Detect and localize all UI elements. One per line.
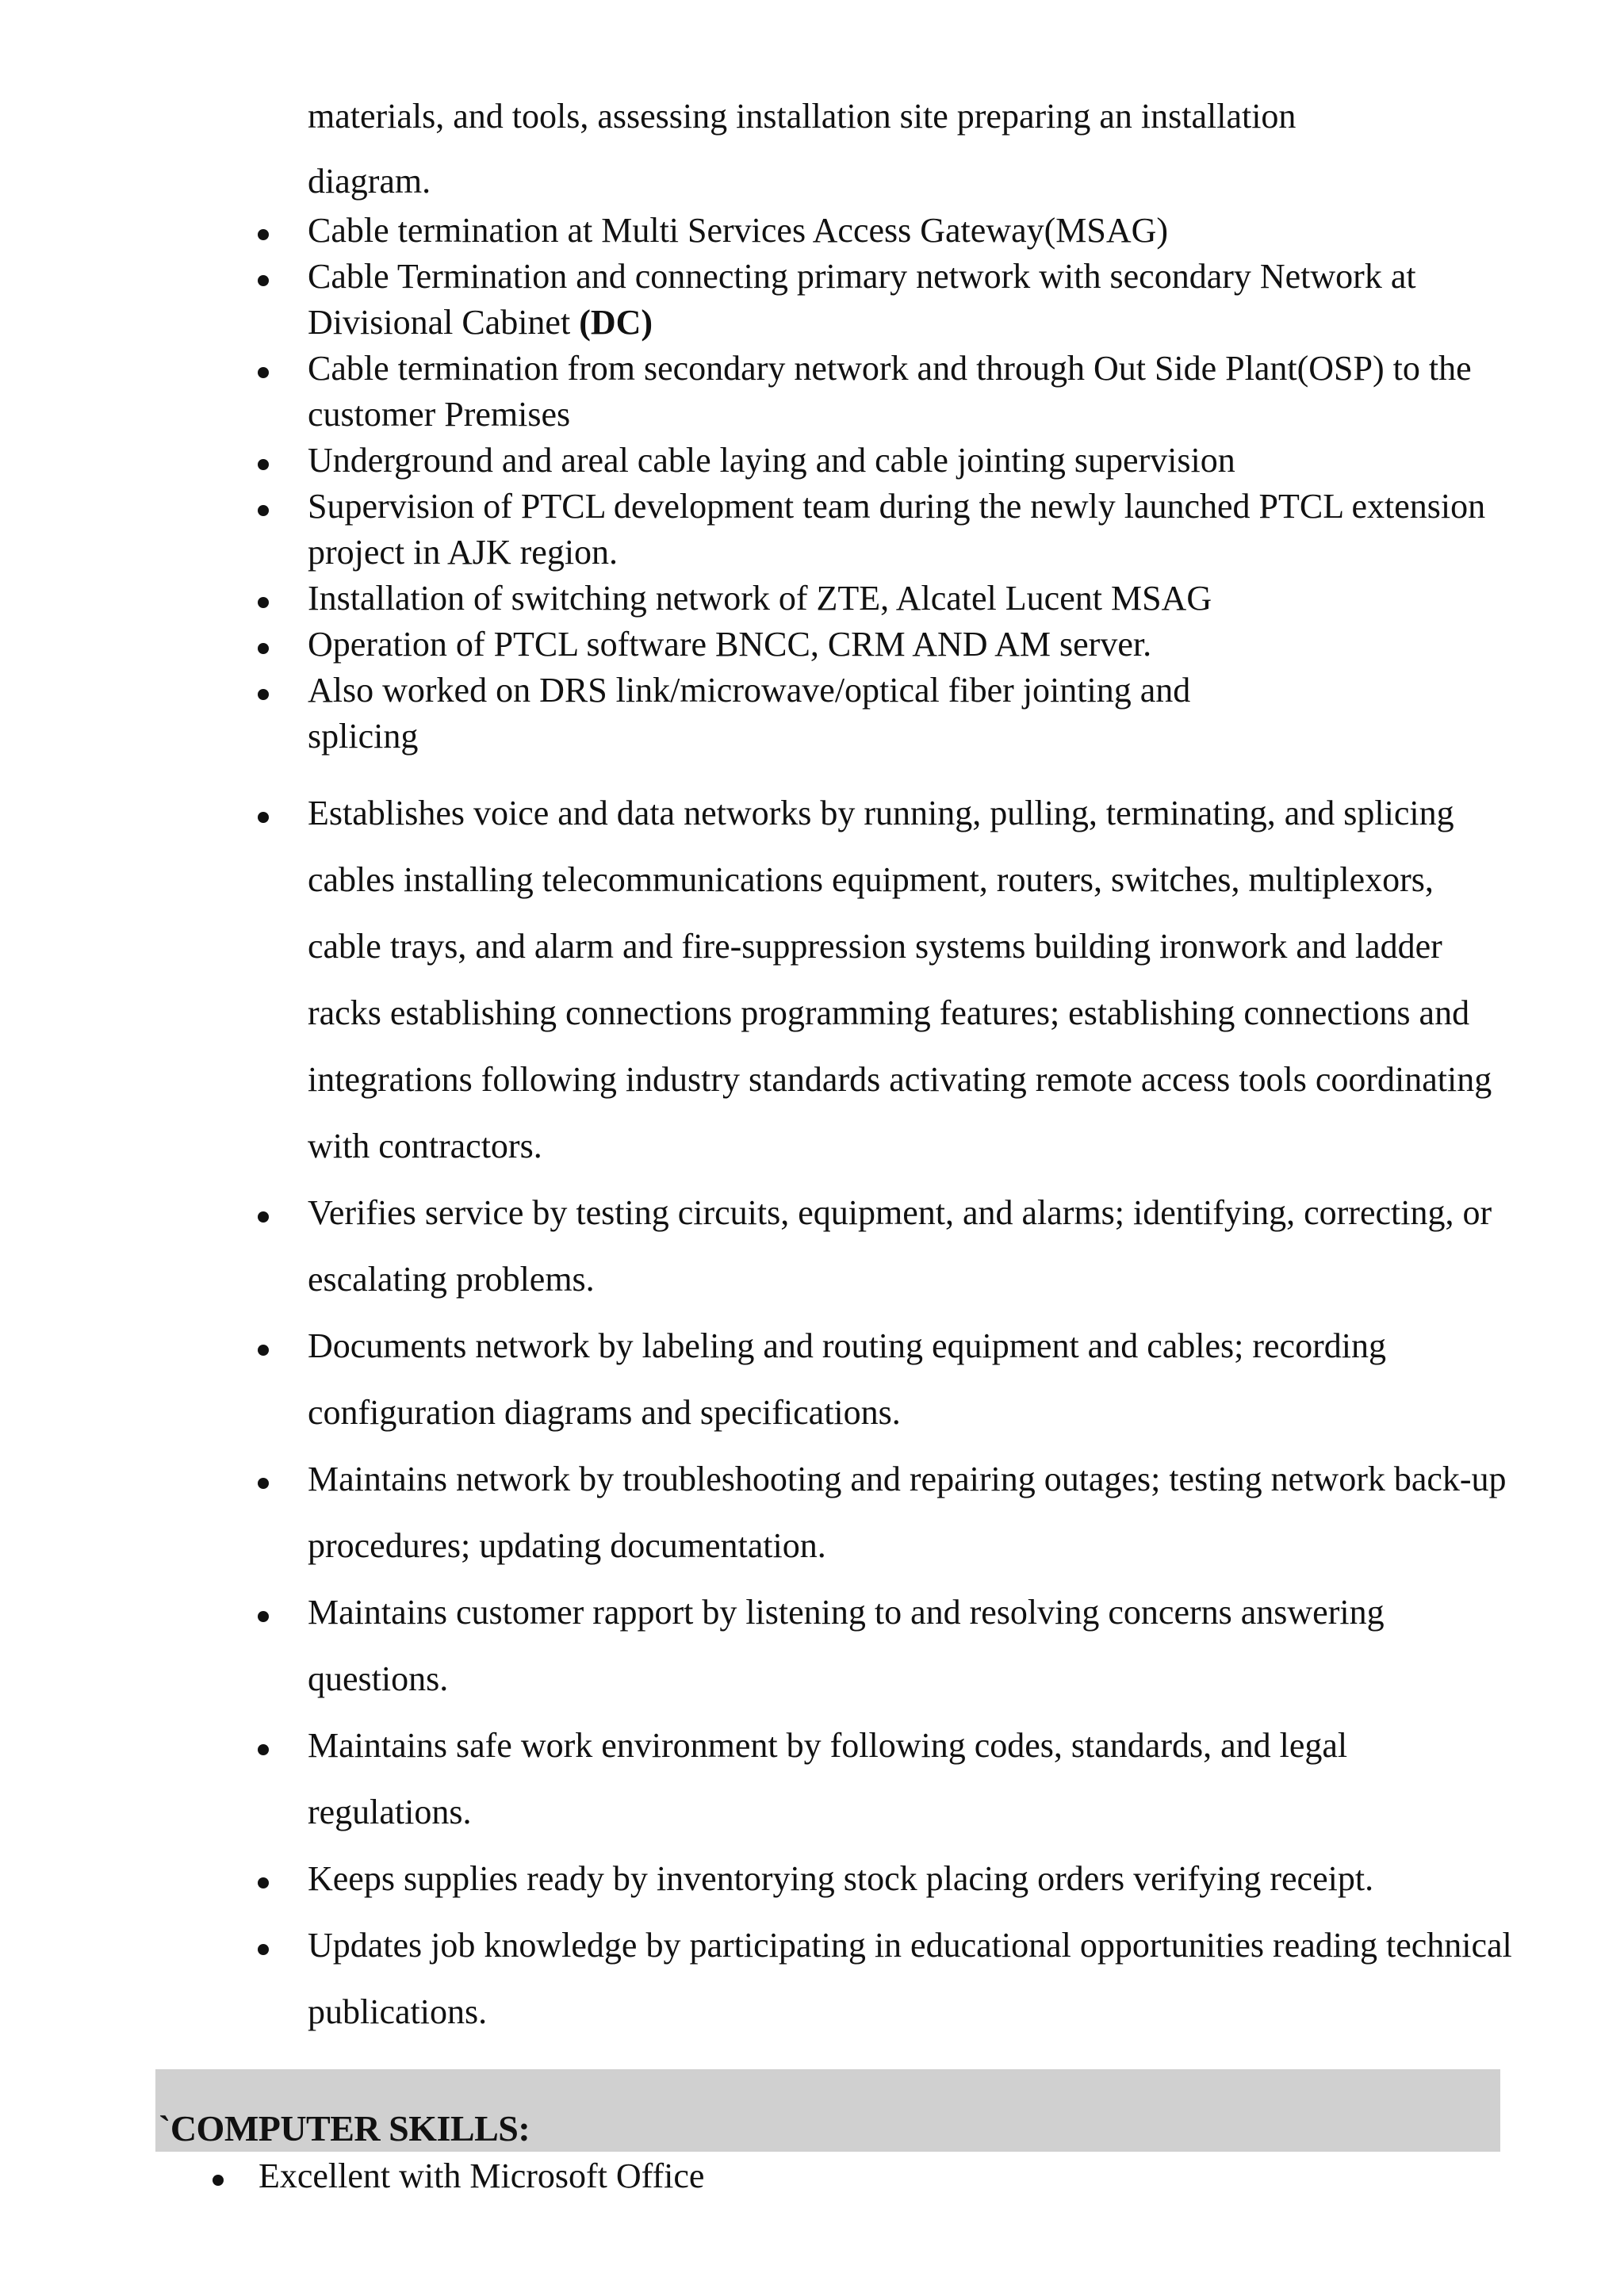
list-item-text: Cable Termination and connecting primary network with secondary Network at Divisional Cabinet	[308, 257, 1416, 342]
list-item	[0, 254, 1513, 346]
list-item	[0, 780, 1513, 1180]
bullet-icon	[213, 2175, 224, 2186]
bullet-icon	[258, 1478, 269, 1489]
bullet-icon	[258, 597, 269, 608]
bullet-icon	[258, 812, 269, 823]
bullet-icon	[258, 1944, 269, 1955]
bullet-icon	[258, 1611, 269, 1622]
bullet-icon	[258, 1877, 269, 1888]
list-item-text: Also worked on DRS link/microwave/optical fiber jointing and splicing	[308, 671, 1191, 756]
list-item	[0, 1313, 1513, 1446]
list-item-text: Cable termination from secondary network and through Out Side Plant(OSP) to the customer Premises	[308, 349, 1472, 434]
bullet-icon	[258, 689, 269, 700]
bullet-icon	[258, 1744, 269, 1755]
list-item-text: Excellent with Microsoft Office	[259, 2156, 705, 2195]
list-item	[0, 484, 1513, 576]
list-item	[0, 1579, 1513, 1712]
list-item-text: Establishes voice and data networks by running, pulling, terminating, and splicing cables installing telecommunications equipment, routers, switches, multiplexors, cable trays, and alarm and fire-suppression systems building ironwork and ladder racks establishing connections programming features; establishing connections and integrations following industry standards activating remote access tools coordinating with contractors.	[308, 794, 1492, 1165]
list-item-text: Cable termination at Multi Services Access Gateway(MSAG)	[308, 211, 1169, 250]
list-item-text: Maintains safe work environment by following codes, standards, and legal regulations.	[308, 1726, 1348, 1831]
bullet-icon	[258, 643, 269, 654]
list-item-text: Supervision of PTCL development team during the newly launched PTCL extension project in AJK region.	[308, 487, 1486, 572]
computer-skills-list	[0, 2153, 1624, 2199]
list-item-text: Operation of PTCL software BNCC, CRM AND AM server.	[308, 625, 1152, 664]
continuation-line-1: materials, and tools, assessing installation site preparing an installation	[308, 97, 1297, 136]
bullet-icon	[258, 505, 269, 516]
bullet-icon	[258, 1345, 269, 1356]
bullet-icon	[258, 229, 269, 240]
list-item-text: Keeps supplies ready by inventorying stock placing orders verifying receipt.	[308, 1859, 1374, 1898]
bullet-icon	[258, 1211, 269, 1223]
list-item-text: Verifies service by testing circuits, equipment, and alarms; identifying, correcting, or escalating problems.	[308, 1193, 1492, 1299]
list-item	[0, 1712, 1513, 1846]
list-item	[0, 208, 1513, 254]
list-item-bold: (DC)	[579, 303, 653, 342]
list-item	[0, 668, 1251, 760]
list-item	[0, 438, 1513, 484]
list-item-text: Maintains customer rapport by listening to and resolving concerns answering questions.	[308, 1593, 1385, 1698]
list-item	[0, 1846, 1513, 1912]
duties-list-loose	[0, 780, 1624, 2045]
list-item	[0, 1446, 1513, 1579]
list-item	[0, 576, 1513, 622]
list-item	[0, 2153, 1464, 2199]
bullet-icon	[258, 459, 269, 470]
list-item	[0, 1180, 1513, 1313]
continuation-line-2: diagram.	[308, 162, 431, 201]
list-item	[0, 346, 1513, 438]
list-item-text: Underground and areal cable laying and cable jointing supervision	[308, 441, 1235, 480]
list-item	[0, 1912, 1513, 2045]
list-item-text: Documents network by labeling and routing equipment and cables; recording configuration diagrams and specifications.	[308, 1326, 1386, 1432]
list-item-text: Maintains network by troubleshooting and repairing outages; testing network back-up procedures; updating documentation.	[308, 1460, 1507, 1565]
bullet-icon	[258, 275, 269, 286]
section-heading-computer-skills: `COMPUTER SKILLS:	[159, 2108, 530, 2149]
bullet-icon	[258, 367, 269, 378]
list-item-text: Installation of switching network of ZTE, Alcatel Lucent MSAG	[308, 579, 1212, 618]
duties-list-tight	[0, 208, 1624, 760]
list-item-text: Updates job knowledge by participating in educational opportunities reading technical publications.	[308, 1926, 1512, 2031]
list-item	[0, 622, 1513, 668]
